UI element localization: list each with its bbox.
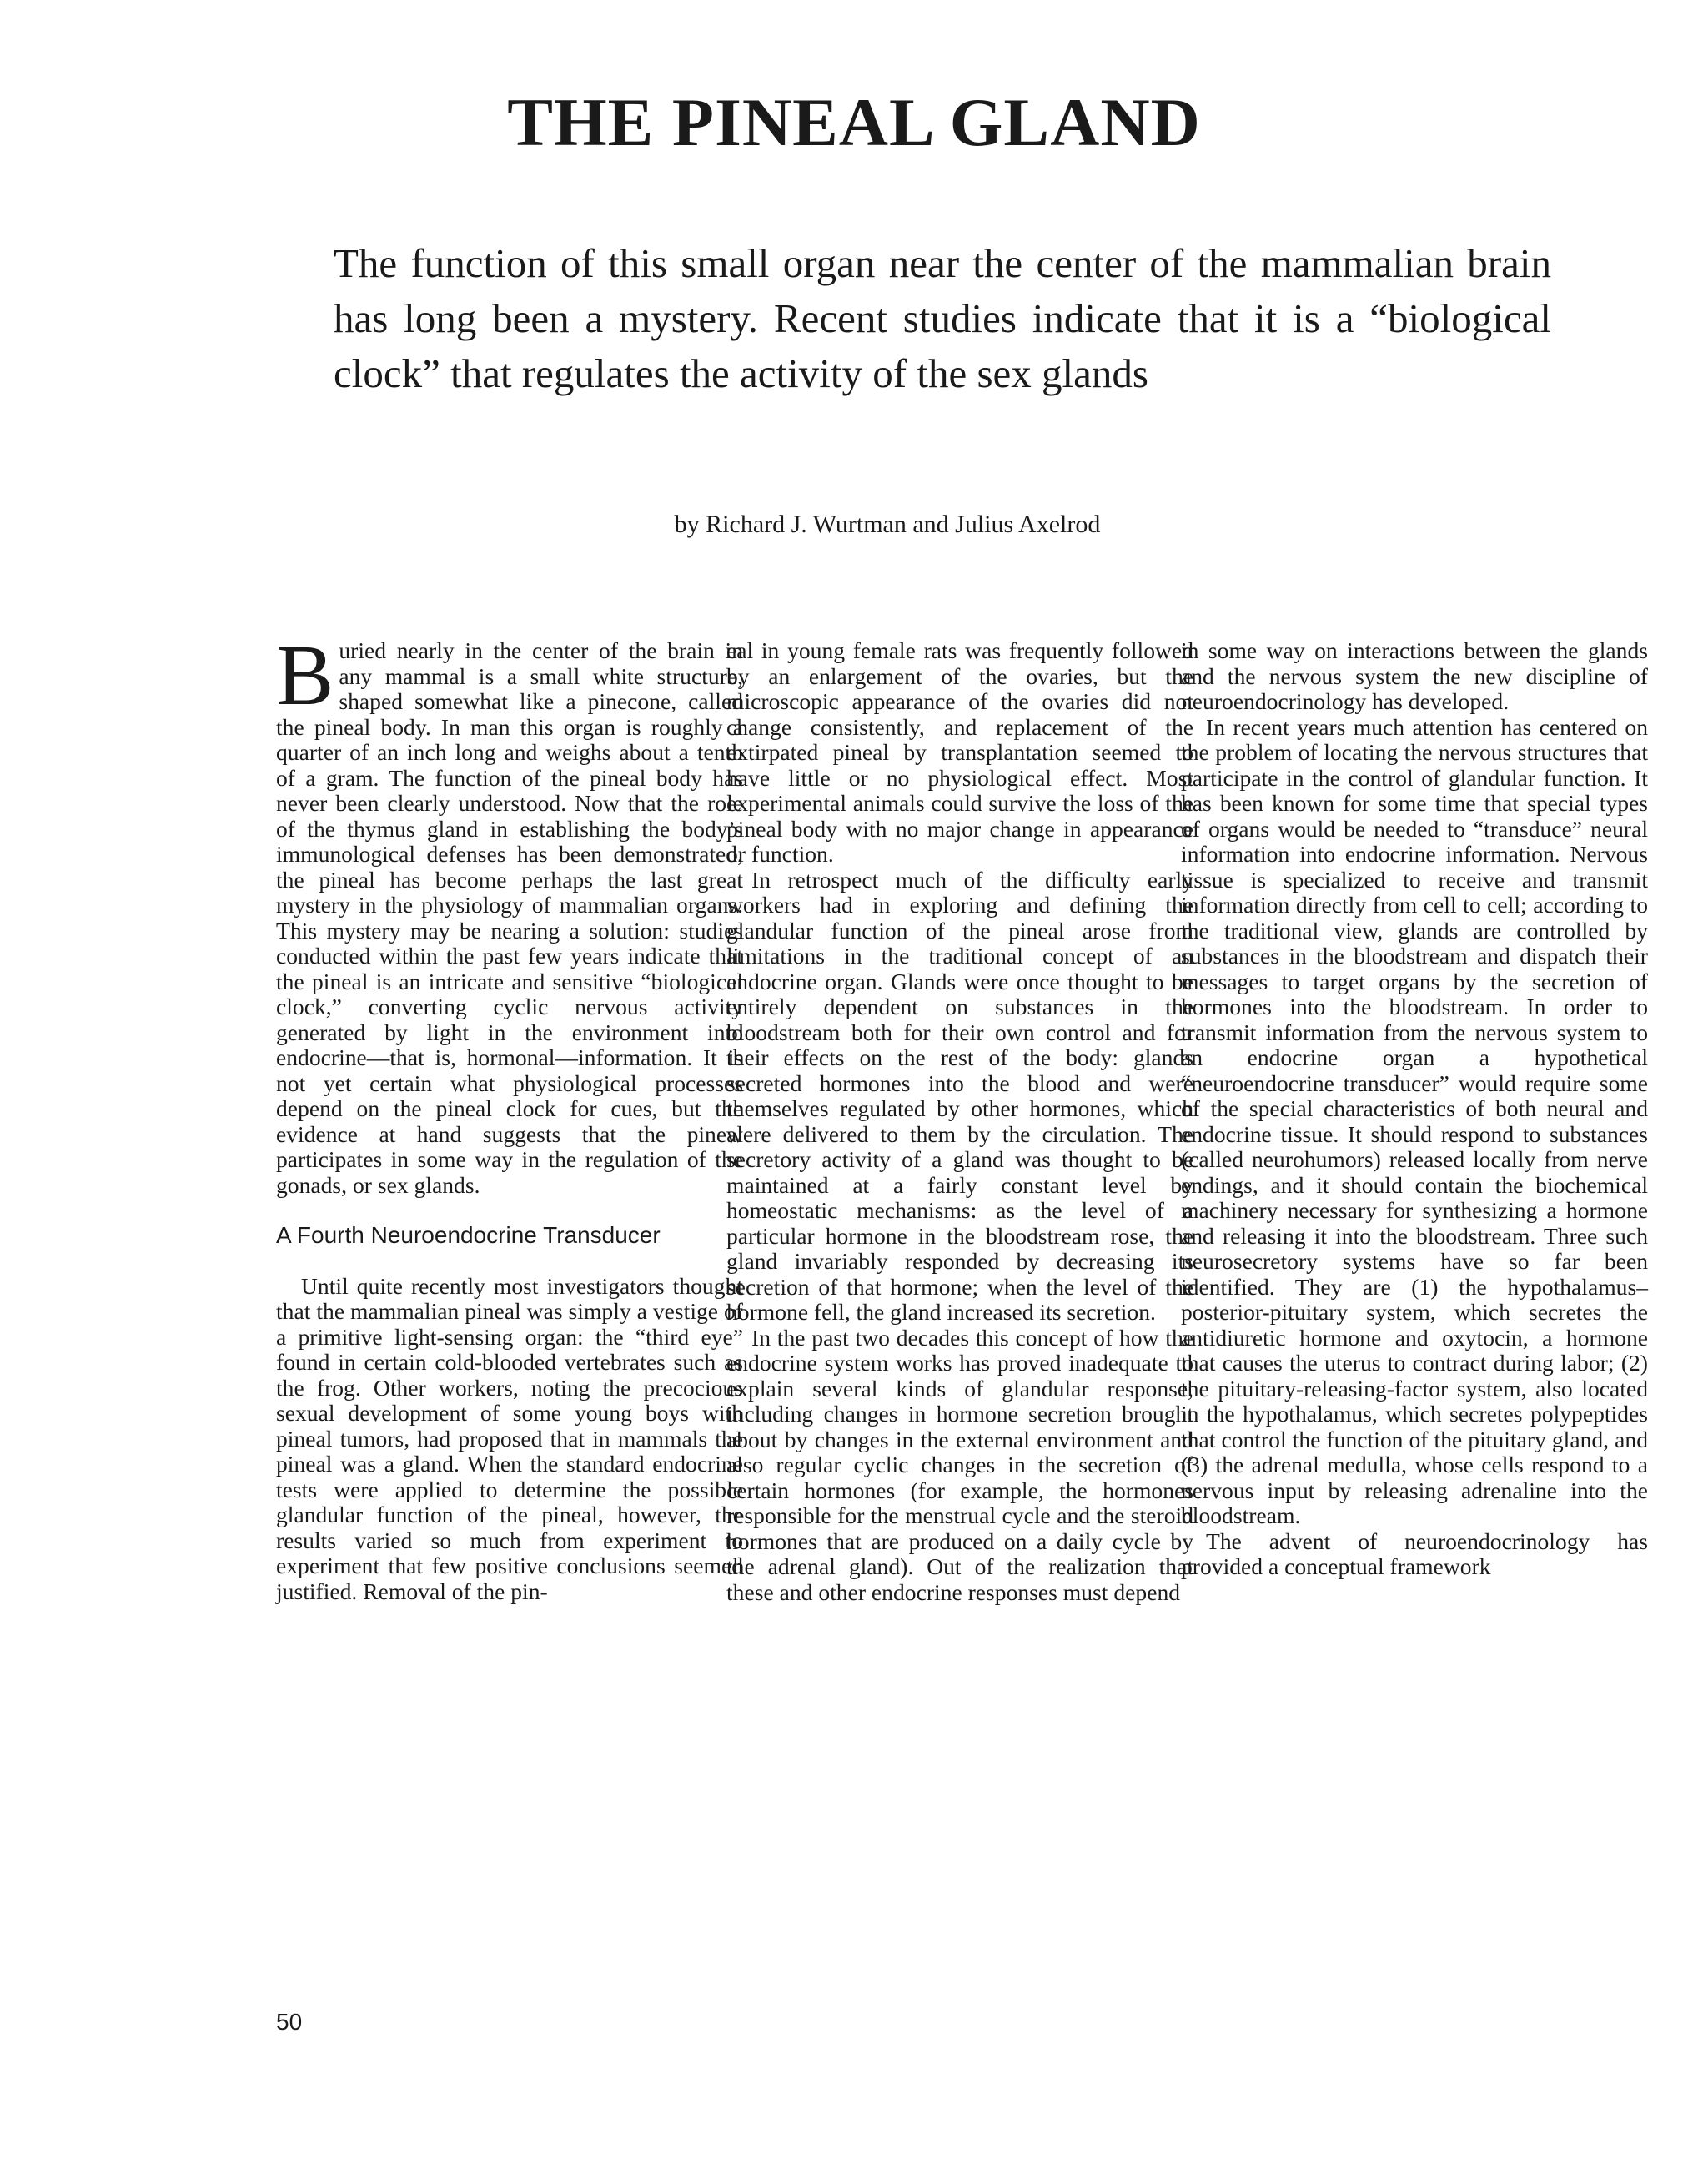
paragraph-4: In retrospect much of the difficulty early workers had in exploring and defining the glandular function of the pineal arose from limitations in the traditional concept of an endocrine organ. Glands were once thought to be entirely dependent on substances in the bloodstream both for their own control and for their effects on the rest of the body: glands secreted hormones into the blood and were themselves regulated by other hormones, which were delivered to them by the circulation. The secretory activity of a gland was thought to be maintained at a fairly constant level by homeostatic mechanisms: as the level of a particular hormone in the bloodstream rose, the gland invariably responded by decreasing its secretion of that hormone; when the level of the hormone fell, the gland increased its secretion. bbox=[726, 866, 1193, 1325]
byline: by Richard J. Wurtman and Julius Axelrod bbox=[674, 511, 1101, 538]
paragraph-7: In recent years much attention has centered on the problem of locating the nervous structures that participate in the control of glandular function. It has been known for some time that special types of organs would be needed to “transduce” neural information into endocrine information. Nervous tissue is specialized to receive and transmit information directly from cell to cell; according to the traditional view, glands are controlled by substances in the bloodstream and dispatch their messages to target organs by the secretion of hormones into the bloodstream. In order to transmit information from the nervous system to an endocrine organ a hypothetical “neuroendocrine transducer” would require some of the special characteristics of both neural and endocrine tissue. It should respond to substances (called neurohumors) released locally from nerve endings, and it should contain the biochemical machinery necessary for synthesizing a hormone and releasing it into the bloodstream. Three such neurosecretory systems have so far been identified. They are (1) the hypothalamus–posterior-pituitary system, which secretes the antidiuretic hormone and oxytocin, a hormone that causes the uterus to contract during labor; (2) the pituitary-releasing-factor system, also located in the hypothalamus, which secretes polypeptides that control the function of the pituitary gland, and (3) the adrenal medulla, whose cells respond to a nervous input by releasing adrenaline into the bloodstream. bbox=[1181, 713, 1648, 1528]
paragraph-1 bbox=[276, 627, 743, 1198]
page-number: 50 bbox=[276, 2009, 303, 2035]
drop-cap: B bbox=[276, 627, 334, 723]
section-subhead: A Fourth Neuroendocrine Transducer bbox=[276, 1222, 661, 1248]
article-title: THE PINEAL GLAND bbox=[507, 84, 1201, 160]
paragraph-5: In the past two decades this concept of how the endocrine system works has proved inadequate to explain several kinds of glandular response, including changes in hormone secretion brought about by changes in the external environment and also regular cyclic changes in the secretion of certain hormones (for example, the hormones responsible for the menstrual cycle and the steroid hormones that are produced on a daily cycle by the adrenal gland). Out of the realization that these and other endocrine responses must depend bbox=[726, 1324, 1193, 1605]
article-deck: The function of this small organ near the center of the mammalian brain has long been a mystery. Recent studies indicate that it is a “biological clock” that regulates the activity of the sex glands bbox=[334, 240, 1551, 396]
column-1 bbox=[276, 627, 743, 1604]
paragraph-2: Until quite recently most investigators thought that the mammalian pineal was simply a vestige of a primitive light-sensing organ: the “third eye” found in certain cold-blooded vertebrates such as the frog. Other workers, noting the precocious sexual development of some young boys with pineal tumors, had proposed that in mammals the pineal was a gland. When the standard endocrine tests were applied to determine the possible glandular function of the pineal, however, the results varied so much from experiment to experiment that few positive conclusions seemed justified. Removal of the pin- bbox=[276, 1272, 743, 1604]
paragraph-8: The advent of neuroendocrinology has provided a conceptual framework bbox=[1181, 1527, 1648, 1579]
column-3 bbox=[1181, 638, 1648, 1580]
paragraph-1-text: uried nearly in the center of the brain in any mammal is a small white structure, shaped somewhat like a pinecone, called the pineal body. In man this organ is roughly a quarter of an inch long and weighs about a tenth of a gram. The function of the pineal body has never been clearly understood. Now that the role of the thymus gland in establishing the body’s immunological defenses has been demonstrated, the pineal has become perhaps the last great mystery in the physiology of mammalian organs. This mystery may be nearing a solution: studies conducted within the past few years indicate that the pineal is an intricate and sensitive “biological clock,” converting cyclic nervous activity generated by light in the environment into endocrine—that is, hormonal—information. It is not yet certain what physiological processes depend on the pineal clock for cues, but the evidence at hand suggests that the pineal participates in some way in the regulation of the gonads, or sex glands. bbox=[276, 637, 743, 1198]
paragraph-3: eal in young female rats was frequently followed by an enlargement of the ovaries, but the microscopic appearance of the ovaries did not change consistently, and replacement of the extirpated pineal by transplantation seemed to have little or no physiological effect. Most experimental animals could survive the loss of the pineal body with no major change in appearance or function. bbox=[726, 637, 1193, 867]
column-2 bbox=[726, 638, 1193, 1605]
paragraph-6: in some way on interactions between the glands and the nervous system the new discipline of neuroendocrinology has developed. bbox=[1181, 637, 1648, 714]
